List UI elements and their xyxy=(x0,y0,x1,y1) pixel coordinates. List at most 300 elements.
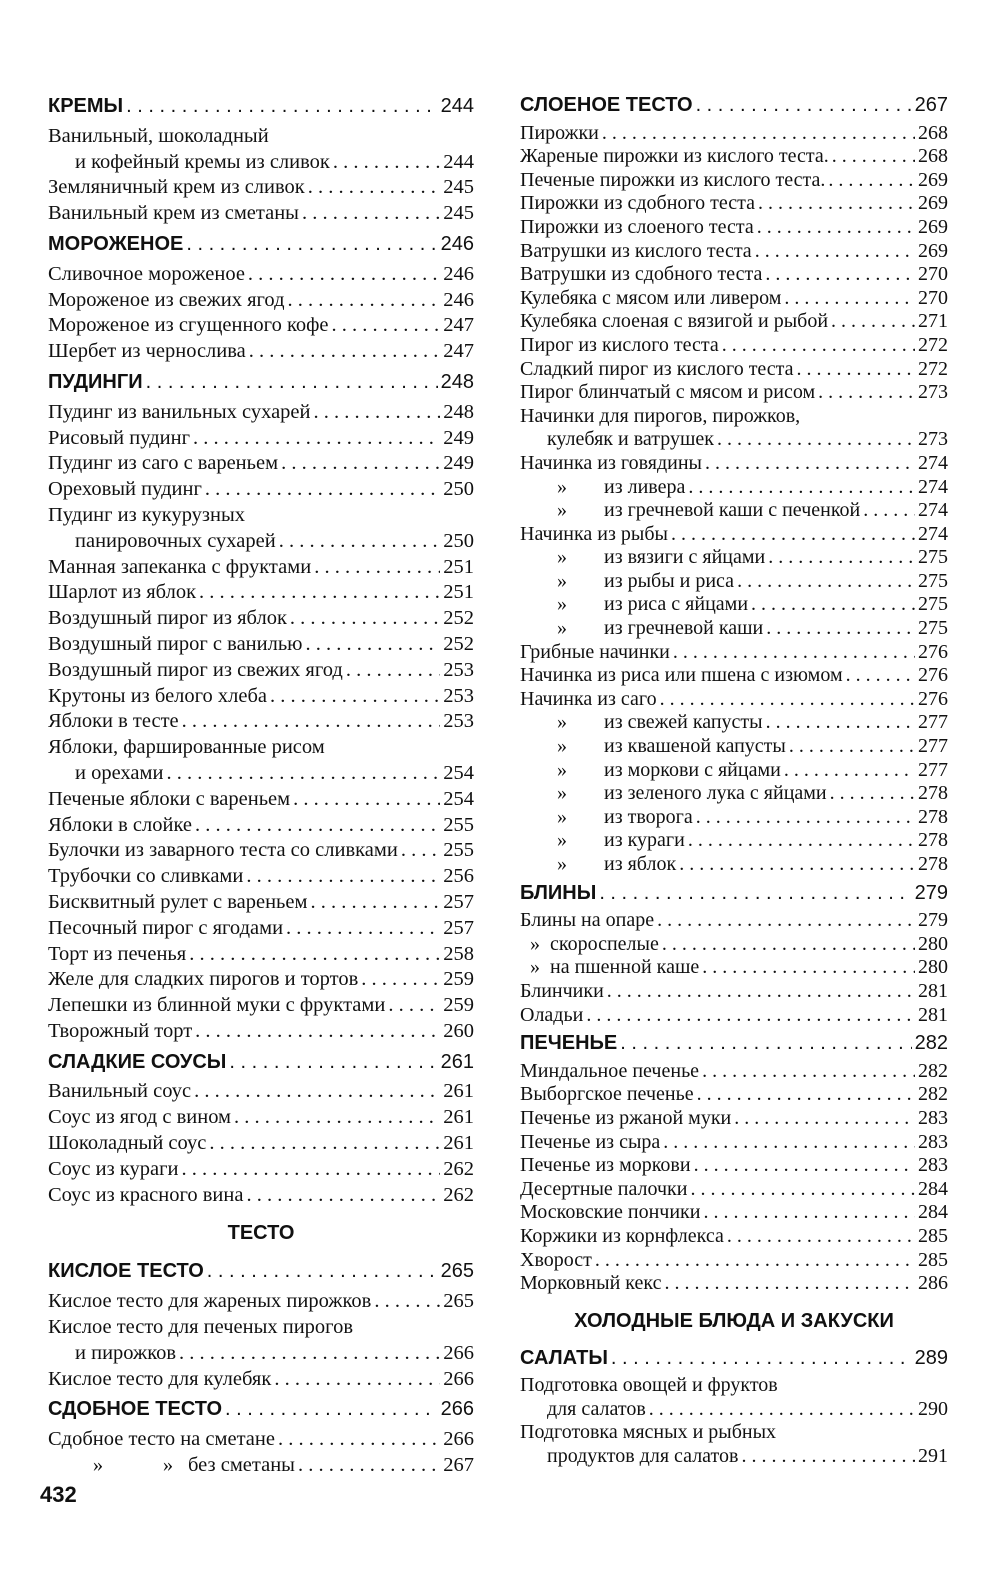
toc-page-number: 261 xyxy=(443,1080,474,1103)
dot-leader xyxy=(673,641,915,665)
toc-right-column xyxy=(520,94,948,1469)
toc-entry xyxy=(520,1131,948,1155)
toc-entry-title: из кураги xyxy=(604,829,685,852)
toc-page-number: 274 xyxy=(918,475,948,498)
dot-leader xyxy=(660,688,915,712)
toc-page-number: 277 xyxy=(918,735,948,758)
toc-entry xyxy=(48,606,474,632)
dot-leader xyxy=(225,1397,438,1423)
dot-leader xyxy=(205,477,440,503)
toc-section-heading xyxy=(520,1347,948,1371)
toc-page-number: 272 xyxy=(918,357,948,380)
toc-entry-title: Миндальное печенье xyxy=(520,1059,700,1082)
toc-page-number: 262 xyxy=(443,1183,474,1206)
toc-entry xyxy=(520,664,948,688)
toc-entry xyxy=(48,580,474,606)
toc-entry-title: Крутоны из белого хлеба xyxy=(48,684,268,707)
toc-entry xyxy=(520,216,948,240)
dot-leader xyxy=(828,169,915,193)
toc-entry xyxy=(48,1183,474,1209)
toc-entry-title: Печеные пирожки из кислого теста. xyxy=(520,168,826,191)
toc-page-number: 274 xyxy=(918,522,948,545)
dot-leader xyxy=(611,1347,912,1371)
toc-entry-title: и пирожков xyxy=(75,1341,177,1364)
toc-entry-title: кулебяк и ватрушек xyxy=(547,428,714,451)
toc-page-number: 265 xyxy=(443,1290,474,1313)
toc-page-number: 250 xyxy=(443,478,474,501)
toc-entry xyxy=(520,1107,948,1131)
toc-entry-title: КРЕМЫ xyxy=(48,95,124,117)
toc-page-number: 259 xyxy=(443,994,474,1017)
toc-entry-title: ПЕЧЕНЬЕ xyxy=(520,1032,618,1055)
toc-entry-title: без сметаны xyxy=(188,1454,295,1477)
dot-leader xyxy=(688,829,915,853)
toc-entry-title: на пшенной каше xyxy=(550,956,700,979)
toc-page-number: 246 xyxy=(443,288,474,311)
dot-leader xyxy=(332,313,441,339)
toc-entry-title: Сдобное тесто на сметане xyxy=(48,1428,275,1451)
dot-leader xyxy=(361,967,440,993)
toc-entry xyxy=(48,1157,474,1183)
toc-entry-line: Пудинг из кукурузных xyxy=(48,503,246,526)
toc-section-heading xyxy=(48,1259,474,1285)
toc-entry-title: КИСЛОЕ ТЕСТО xyxy=(48,1260,204,1283)
toc-entry xyxy=(520,617,948,641)
toc-page-number: 245 xyxy=(443,202,474,225)
toc-entry xyxy=(520,1154,948,1178)
toc-entry-title: Бисквитный рулет с вареньем xyxy=(48,890,308,913)
toc-page-number: 275 xyxy=(918,617,948,640)
toc-entry xyxy=(48,1367,474,1393)
dot-leader xyxy=(741,1445,915,1469)
dot-leader xyxy=(199,580,440,606)
dot-leader xyxy=(664,1272,915,1296)
toc-entry-title: ПУДИНГИ xyxy=(48,370,143,393)
toc-entry-title: из риса с яйцами xyxy=(604,593,749,616)
toc-entry xyxy=(48,967,474,993)
toc-entry-title: Яблоки в слойке xyxy=(48,813,193,836)
toc-page-number: 247 xyxy=(443,340,474,363)
toc-entry-title: и кофейный кремы из сливок xyxy=(75,150,330,173)
toc-entry xyxy=(48,339,474,365)
toc-entry xyxy=(48,787,474,813)
toc-entry xyxy=(520,806,948,830)
toc-entry xyxy=(520,1225,948,1249)
chapter-heading: ТЕСТО xyxy=(227,1222,295,1245)
toc-entry-title: панировочных сухарей xyxy=(75,529,276,552)
toc-entry-title: СДОБНОЕ ТЕСТО xyxy=(48,1398,223,1421)
toc-entry-title: Кулебяка с мясом или ливером xyxy=(520,286,782,309)
toc-entry-title: Ореховый пудинг xyxy=(48,478,202,501)
toc-entry-title: Печеные яблоки с вареньем xyxy=(48,787,291,810)
toc-entry xyxy=(48,813,474,839)
dot-leader xyxy=(314,400,441,426)
dot-leader xyxy=(671,523,915,547)
dot-leader xyxy=(751,593,915,617)
toc-entry xyxy=(48,684,474,710)
dot-leader xyxy=(302,201,440,227)
toc-entry-line: Начинки для пирогов, пирожков, xyxy=(520,404,801,427)
ditto-mark: » xyxy=(557,805,567,828)
dot-leader xyxy=(831,310,915,334)
toc-page-number: 254 xyxy=(443,787,474,810)
dot-leader xyxy=(784,287,915,311)
dot-leader xyxy=(333,150,440,176)
dot-leader xyxy=(286,916,440,942)
toc-page-number: 253 xyxy=(443,658,474,681)
dot-leader xyxy=(697,1083,915,1107)
toc-entry-title: Начинка из саго xyxy=(520,687,657,710)
dot-leader xyxy=(734,1107,915,1131)
toc-page-number: 284 xyxy=(918,1177,948,1200)
toc-entry-title: из гречневой каши с печенкой xyxy=(604,499,861,522)
toc-entry xyxy=(520,122,948,146)
toc-page-number: 275 xyxy=(918,593,948,616)
toc-entry xyxy=(520,1445,948,1469)
toc-entry-title: из свежей капусты xyxy=(604,711,763,734)
dot-leader xyxy=(663,1131,915,1155)
toc-entry xyxy=(48,288,474,314)
dot-leader xyxy=(306,632,441,658)
toc-entry-title: Соус из кураги xyxy=(48,1157,179,1180)
dot-leader xyxy=(755,240,915,264)
toc-entry-title: Трубочки со сливками xyxy=(48,865,244,888)
toc-page-number: 265 xyxy=(440,1260,474,1283)
toc-entry xyxy=(520,933,948,957)
dot-leader xyxy=(863,499,915,523)
toc-entry-title: Кулебяка слоеная с вязигой и рыбой xyxy=(520,310,829,333)
dot-leader xyxy=(189,942,440,968)
ditto-mark: » xyxy=(557,782,567,805)
toc-entry-title: Желе для сладких пирогов и тортов xyxy=(48,968,359,991)
toc-entry xyxy=(48,529,474,555)
toc-entry-title: Блинчики xyxy=(520,979,604,1002)
dot-leader xyxy=(703,1201,915,1225)
toc-page-number: 285 xyxy=(918,1248,948,1271)
dot-leader xyxy=(279,529,441,555)
toc-section-heading xyxy=(48,94,474,120)
toc-entry xyxy=(520,759,948,783)
toc-entry xyxy=(48,175,474,201)
toc-entry-line: Яблоки, фаршированные рисом xyxy=(48,736,325,759)
toc-page-number: 248 xyxy=(443,400,474,423)
toc-entry-title: Ватрушки из сдобного теста xyxy=(520,263,763,286)
dot-leader xyxy=(346,658,440,684)
dot-leader xyxy=(768,546,915,570)
dot-leader xyxy=(181,1157,440,1183)
dot-leader xyxy=(766,617,915,641)
toc-entry xyxy=(48,632,474,658)
toc-section-heading xyxy=(48,370,474,396)
toc-entry-title: Пирог из кислого теста xyxy=(520,333,719,356)
toc-entry xyxy=(520,711,948,735)
toc-entry xyxy=(520,334,948,358)
toc-entry xyxy=(520,310,948,334)
ditto-mark: » xyxy=(92,1454,104,1477)
dot-leader xyxy=(830,782,915,806)
toc-page-number: 278 xyxy=(918,829,948,852)
toc-entry-title: Оладьи xyxy=(520,1003,584,1026)
toc-page-number: 246 xyxy=(440,232,474,255)
toc-page-number: 246 xyxy=(443,262,474,285)
dot-leader xyxy=(186,232,437,258)
toc-entry xyxy=(520,428,948,452)
toc-entry xyxy=(520,1060,948,1084)
toc-section-heading xyxy=(520,882,948,906)
toc-page-number: 259 xyxy=(443,968,474,991)
toc-entry xyxy=(48,201,474,227)
ditto-mark: » xyxy=(530,956,540,979)
toc-entry-title: Пирожки из сдобного теста xyxy=(520,192,755,215)
toc-entry xyxy=(520,688,948,712)
toc-page-number: 253 xyxy=(443,684,474,707)
ditto-mark: » xyxy=(557,758,567,781)
dot-leader xyxy=(784,759,915,783)
toc-page-number: 250 xyxy=(443,529,474,552)
toc-page-number: 247 xyxy=(443,314,474,337)
toc-section-heading xyxy=(48,1397,474,1423)
toc-entry-title: МОРОЖЕНОЕ xyxy=(48,232,184,255)
toc-entry-title: Торт из печенья xyxy=(48,942,187,965)
dot-leader xyxy=(146,370,438,396)
toc-entry xyxy=(520,1201,948,1225)
toc-page-number: 262 xyxy=(443,1157,474,1180)
dot-leader xyxy=(679,853,915,877)
toc-entry-title: Яблоки в тесте xyxy=(48,710,179,733)
toc-page-number: 268 xyxy=(918,145,948,168)
toc-left-column xyxy=(48,94,474,1479)
toc-page-number: 269 xyxy=(918,192,948,215)
toc-page-number: 280 xyxy=(918,956,948,979)
toc-entry-line: Подготовка овощей и фруктов xyxy=(520,1374,778,1397)
dot-leader xyxy=(193,426,440,452)
toc-page-number: 281 xyxy=(918,1003,948,1026)
toc-entry-title: Печенье из моркови xyxy=(520,1154,691,1177)
dot-leader xyxy=(194,1079,440,1105)
toc-entry-title: Воздушный пирог с ванилью xyxy=(48,632,303,655)
toc-entry xyxy=(520,523,948,547)
toc-page-number: 254 xyxy=(443,761,474,784)
dot-leader xyxy=(586,1004,915,1028)
toc-entry xyxy=(520,287,948,311)
dot-leader xyxy=(649,1398,915,1422)
toc-page-number: 260 xyxy=(443,1019,474,1042)
toc-entry-title: Творожный торт xyxy=(48,1019,193,1042)
toc-entry-title: Соус из красного вина xyxy=(48,1183,244,1206)
toc-page-number: 276 xyxy=(918,664,948,687)
toc-entry-title: из моркови с яйцами xyxy=(604,758,781,781)
toc-entry-title: Пудинг из ванильных сухарей xyxy=(48,400,311,423)
toc-page-number: 283 xyxy=(918,1106,948,1129)
toc-entry-title: Сливочное мороженое xyxy=(48,262,245,285)
dot-leader xyxy=(246,864,440,890)
toc-entry-title: Печенье из ржаной муки xyxy=(520,1106,732,1129)
toc-page-number: 291 xyxy=(918,1445,948,1468)
toc-entry-title: для салатов xyxy=(547,1397,646,1420)
dot-leader xyxy=(717,428,915,452)
toc-entry xyxy=(48,1105,474,1131)
toc-page-number: 275 xyxy=(918,546,948,569)
toc-entry-title: Пудинг из саго с вареньем xyxy=(48,452,279,475)
toc-entry-title: Пирожки из слоеного теста xyxy=(520,215,754,238)
toc-entry xyxy=(520,1272,948,1296)
toc-entry-title: из вязиги с яйцами xyxy=(604,546,766,569)
toc-section-heading xyxy=(48,1050,474,1076)
toc-entry-title: Ватрушки из кислого теста xyxy=(520,239,752,262)
dot-leader xyxy=(278,1427,440,1453)
dot-leader xyxy=(758,192,915,216)
toc-entry-title: из рыбы и риса xyxy=(604,569,735,592)
toc-page-number: 256 xyxy=(443,865,474,888)
toc-page-number: 279 xyxy=(914,881,948,904)
toc-entry-title: Морковный кекс xyxy=(520,1272,662,1295)
toc-entry-title: Соус из ягод с вином xyxy=(48,1106,232,1129)
toc-entry xyxy=(520,476,948,500)
toc-entry xyxy=(520,1249,948,1273)
dot-leader xyxy=(765,263,915,287)
toc-entry-title: Начинка из говядины xyxy=(520,451,702,474)
toc-entry-title: Коржики из корнфлекса xyxy=(520,1224,724,1247)
toc-entry-title: Грибные начинки xyxy=(520,640,670,663)
toc-entry xyxy=(48,451,474,477)
toc-entry-title: Начинка из риса или пшена с изюмом xyxy=(520,664,843,687)
toc-page-number: 244 xyxy=(440,95,474,117)
dot-leader xyxy=(229,1050,437,1076)
toc-page-number: 282 xyxy=(914,1032,948,1055)
dot-leader xyxy=(314,555,440,581)
toc-entry xyxy=(520,829,948,853)
toc-entry xyxy=(520,546,948,570)
toc-entry-title: Шарлот из яблок xyxy=(48,581,197,604)
toc-entry xyxy=(520,641,948,665)
dot-leader xyxy=(246,1183,440,1209)
toc-entry-title: Десертные палочки xyxy=(520,1177,688,1200)
ditto-mark: » xyxy=(557,569,567,592)
toc-entry xyxy=(520,1083,948,1107)
toc-entry xyxy=(48,864,474,890)
ditto-mark: » xyxy=(557,593,567,616)
toc-entry-title: Песочный пирог с ягодами xyxy=(48,916,284,939)
toc-entry-title: Московские пончики xyxy=(520,1201,701,1224)
toc-entry xyxy=(520,169,948,193)
toc-entry xyxy=(520,1178,948,1202)
toc-page-number: 267 xyxy=(914,94,948,116)
toc-page-number: 272 xyxy=(918,333,948,356)
dot-leader xyxy=(727,1225,915,1249)
toc-entry xyxy=(48,1289,474,1315)
dot-leader xyxy=(298,1453,440,1479)
toc-page-number: 257 xyxy=(443,890,474,913)
toc-entry xyxy=(48,1341,474,1367)
ditto-mark: » xyxy=(557,711,567,734)
toc-entry-line: Ванильный, шоколадный xyxy=(48,124,269,147)
dot-leader xyxy=(789,735,915,759)
toc-entry-title: из ливера xyxy=(604,475,686,498)
toc-section-heading xyxy=(48,232,474,258)
dot-leader xyxy=(722,334,915,358)
toc-page-number: 261 xyxy=(440,1050,474,1073)
toc-entry xyxy=(520,263,948,287)
dot-leader xyxy=(288,288,441,314)
toc-page-number: 270 xyxy=(918,286,948,309)
toc-section-heading xyxy=(520,1032,948,1056)
toc-entry xyxy=(48,400,474,426)
toc-entry xyxy=(48,262,474,288)
dot-leader xyxy=(696,94,912,118)
toc-page-number: 284 xyxy=(918,1201,948,1224)
toc-entry-line: Подготовка мясных и рыбных xyxy=(520,1421,777,1444)
toc-entry-title: из гречневой каши xyxy=(604,617,764,640)
toc-entry xyxy=(520,381,948,405)
dot-leader xyxy=(290,606,440,632)
toc-page-number: 276 xyxy=(918,640,948,663)
toc-entry xyxy=(48,150,474,176)
dot-leader xyxy=(766,711,915,735)
toc-page-number: 244 xyxy=(443,150,474,173)
toc-page-number: 245 xyxy=(443,176,474,199)
toc-page-number: 266 xyxy=(443,1341,474,1364)
dot-leader xyxy=(195,813,440,839)
toc-page-number: 248 xyxy=(440,370,474,393)
toc-page-number: 252 xyxy=(443,607,474,630)
toc-page-number: 274 xyxy=(918,451,948,474)
toc-page-number: 261 xyxy=(443,1106,474,1129)
toc-entry-title: Пирог блинчатый с мясом и рисом xyxy=(520,381,816,404)
toc-entry-title: Хворост xyxy=(520,1248,592,1271)
dot-leader xyxy=(832,145,915,169)
dot-leader xyxy=(595,1249,915,1273)
toc-entry xyxy=(48,555,474,581)
dot-leader xyxy=(797,358,915,382)
dot-leader xyxy=(607,980,915,1004)
toc-page-number: 286 xyxy=(918,1272,948,1295)
chapter-heading: ХОЛОДНЫЕ БЛЮДА И ЗАКУСКИ xyxy=(574,1309,894,1332)
toc-page-number: 251 xyxy=(443,581,474,604)
toc-entry-title: Кислое тесто для кулебяк xyxy=(48,1367,272,1390)
dot-leader xyxy=(696,806,915,830)
dot-leader xyxy=(249,339,440,365)
ditto-mark: » xyxy=(557,617,567,640)
toc-page-number: 268 xyxy=(918,121,948,144)
toc-page-number: 281 xyxy=(918,979,948,1002)
toc-entry-title: продуктов для салатов xyxy=(547,1445,739,1468)
dot-leader xyxy=(209,1131,440,1157)
toc-page-number: 261 xyxy=(443,1132,474,1155)
toc-entry-title: Жареные пирожки из кислого теста. xyxy=(520,145,829,168)
dot-leader xyxy=(662,933,915,957)
dot-leader xyxy=(274,1367,440,1393)
toc-entry xyxy=(520,735,948,759)
toc-entry-title: Сладкий пирог из кислого теста xyxy=(520,357,794,380)
ditto-mark: » xyxy=(162,1454,174,1477)
toc-page-number: 252 xyxy=(443,632,474,655)
toc-entry-title: Кислое тесто для жареных пирожков xyxy=(48,1290,372,1313)
page-number: 432 xyxy=(40,1482,77,1507)
toc-page-number: 266 xyxy=(440,1398,474,1421)
toc-entry xyxy=(48,916,474,942)
toc-entry xyxy=(520,782,948,806)
dot-leader xyxy=(248,262,440,288)
dot-leader xyxy=(308,175,441,201)
toc-entry xyxy=(520,593,948,617)
dot-leader xyxy=(207,1259,438,1285)
toc-entry-title: Воздушный пирог из яблок xyxy=(48,607,287,630)
toc-entry xyxy=(48,942,474,968)
dot-leader xyxy=(620,1032,911,1056)
toc-page-number: 251 xyxy=(443,555,474,578)
toc-page-number: 277 xyxy=(918,758,948,781)
toc-entry xyxy=(48,838,474,864)
